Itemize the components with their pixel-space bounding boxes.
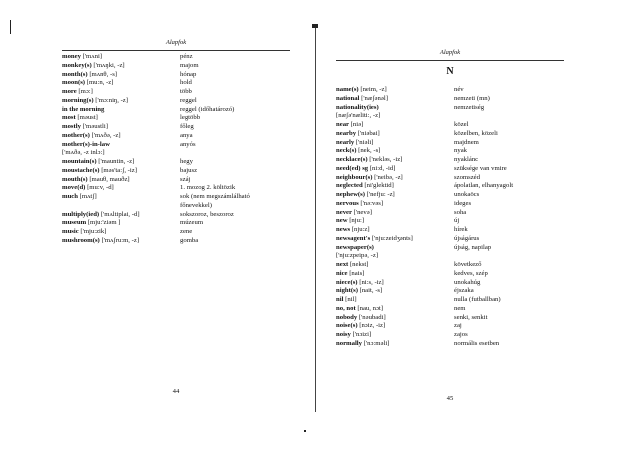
entry-translation: sok (nem megszámlálható <box>180 193 250 200</box>
entry-pronunciation: ['nju:zeidʒənts] <box>370 234 413 242</box>
section-letter: N <box>446 66 454 77</box>
entry-headword-cell <box>336 104 454 113</box>
entry-pronunciation: [ni:s, -iz] <box>357 278 384 286</box>
dictionary-entry <box>336 121 564 130</box>
entry-pronunciation: [nil] <box>343 296 357 303</box>
dictionary-entry <box>62 88 290 97</box>
entry-headword-cell <box>62 106 180 115</box>
entry-translation: senki, senkit <box>454 313 488 321</box>
dictionary-entry <box>336 174 564 183</box>
dictionary-entry <box>336 296 564 305</box>
entry-translation <box>454 252 564 261</box>
entry-headword: morning(s) <box>62 96 94 104</box>
entry-headword-cell <box>336 270 454 279</box>
entry-headword: news <box>336 226 351 233</box>
entry-headword-cell <box>336 314 454 323</box>
dictionary-entry <box>62 53 290 62</box>
entry-pronunciation: ['mauntin, -z] <box>96 158 135 165</box>
entry-headword: newsagent's <box>336 234 371 242</box>
entry-headword-cell <box>336 340 454 349</box>
entry-headword: normally <box>336 339 363 347</box>
entry-headword-cell <box>62 97 180 106</box>
dictionary-entry <box>62 97 290 106</box>
left-header-rule <box>62 50 290 51</box>
entry-pronunciation: [mʌnθ, -s] <box>87 70 118 78</box>
entry-translation: újságárus <box>454 234 480 242</box>
entry-headword: more <box>62 88 77 95</box>
dictionary-entry <box>62 202 290 211</box>
entry-translation: hold <box>180 79 192 87</box>
entry-headword-cell <box>62 62 180 71</box>
entry-pronunciation: ['nɔizi] <box>350 331 372 338</box>
entry-headword-cell <box>336 331 454 340</box>
dictionary-entry <box>336 331 564 340</box>
entry-headword-cell <box>62 114 180 123</box>
dictionary-entry <box>336 217 564 226</box>
dictionary-entry <box>336 305 564 314</box>
entry-headword: mouth(s) <box>62 175 88 183</box>
entry-pronunciation: [nau, nɔt] <box>355 304 383 312</box>
entry-pronunciation: [nju:] <box>347 217 365 225</box>
entry-headword-cell <box>336 156 454 165</box>
entry-headword-cell <box>62 141 180 150</box>
entry-headword-cell <box>336 235 454 244</box>
entry-headword: near <box>336 121 349 128</box>
entry-translation: zajos <box>454 331 468 338</box>
dictionary-entry <box>62 158 290 167</box>
dictionary-entry <box>62 193 290 202</box>
entry-headword: mother(s)-in-law <box>62 140 110 148</box>
dictionary-entry <box>62 123 290 132</box>
dictionary-entry <box>336 86 564 95</box>
dictionary-entry <box>336 147 564 156</box>
entry-headword-cell <box>336 261 454 270</box>
dictionary-entry <box>62 228 290 237</box>
entry-translation <box>454 112 564 121</box>
entry-headword: nice <box>336 269 348 277</box>
entry-headword-cell <box>62 193 180 202</box>
dictionary-entry <box>62 114 290 123</box>
right-entry-list <box>336 86 564 349</box>
entry-translation: szüksége van vmire <box>454 164 507 172</box>
entry-pronunciation: ['nə:vəs] <box>358 199 384 207</box>
right-page-header: Alapfok <box>439 49 461 56</box>
entry-pronunciation: [niə] <box>349 121 364 128</box>
entry-headword-cell <box>336 322 454 331</box>
entry-pronunciation: ['nefju: -z] <box>364 191 395 198</box>
dictionary-entry <box>62 211 290 220</box>
entry-translation: reggel (időhatározó) <box>180 105 235 113</box>
entry-headword: moustache(s) <box>62 166 100 174</box>
entry-headword: museum <box>62 219 87 227</box>
left-page-header: Alapfok <box>165 39 187 46</box>
entry-headword: money <box>62 53 81 60</box>
left-margin-mark <box>10 20 11 34</box>
entry-headword: in the morning <box>62 105 105 113</box>
entry-pronunciation: [ni'glektid] <box>362 182 394 190</box>
dictionary-entry <box>336 252 564 261</box>
entry-translation: újság, napilap <box>454 243 492 251</box>
entry-translation: unokaöcs <box>454 191 480 198</box>
entry-headword: nephew(s) <box>336 191 365 198</box>
entry-headword: mushroom(s) <box>62 236 100 244</box>
entry-translation: szomszéd <box>454 173 480 181</box>
dictionary-entry <box>336 340 564 349</box>
entry-headword: multiply(ied) <box>62 210 100 218</box>
entry-headword: much <box>62 193 78 200</box>
entry-headword: most <box>62 114 76 122</box>
dictionary-entry <box>336 182 564 191</box>
entry-headword: niece(s) <box>336 278 358 286</box>
dictionary-entry <box>62 132 290 141</box>
dictionary-entry <box>336 200 564 209</box>
entry-translation: nyaklánc <box>454 156 479 163</box>
entry-headword-cell <box>336 182 454 191</box>
entry-pronunciation: [mʌtʃ] <box>77 193 97 200</box>
left-entry-list <box>62 53 290 246</box>
entry-translation: reggel <box>180 96 197 104</box>
entry-headword: nervous <box>336 199 359 207</box>
entry-headword-cell <box>336 252 454 261</box>
entry-headword: name(s) <box>336 86 359 93</box>
dictionary-entry <box>62 219 290 228</box>
entry-pronunciation: ['nɔ:məli] <box>362 339 390 347</box>
entry-headword: nil <box>336 296 344 303</box>
entry-translation: közelben, közeli <box>454 129 498 137</box>
entry-pronunciation: [mu:v, -d] <box>85 184 114 192</box>
entry-translation: majom <box>180 61 199 69</box>
entry-headword-cell <box>336 217 454 226</box>
entry-headword-cell <box>62 211 180 220</box>
entry-translation: pénz <box>180 53 193 60</box>
entry-pronunciation: ['məustli] <box>80 123 108 130</box>
entry-headword: nationality(ies) <box>336 103 379 111</box>
entry-pronunciation: ['mʌðə, -z inlɔ:] <box>62 149 105 157</box>
entry-translation: hegy <box>180 158 193 165</box>
bottom-dot <box>304 430 306 432</box>
entry-headword-cell <box>336 296 454 305</box>
entry-headword: need(ed) sg <box>336 164 369 172</box>
entry-headword-cell <box>62 228 180 237</box>
entry-headword-cell <box>336 139 454 148</box>
entry-headword: mountain(s) <box>62 158 97 165</box>
dictionary-entry <box>62 237 290 246</box>
dictionary-entry <box>336 156 564 165</box>
entry-headword-cell <box>62 237 180 246</box>
dictionary-entry <box>336 95 564 104</box>
dictionary-entry <box>336 287 564 296</box>
entry-pronunciation: ['nju:zpeipə, -z] <box>336 252 379 260</box>
dictionary-entry <box>336 322 564 331</box>
dictionary-entry <box>62 71 290 80</box>
right-header-rule <box>336 60 564 61</box>
entry-translation: gomba <box>180 236 199 244</box>
entry-headword-cell <box>336 244 454 253</box>
entry-headword: neck(s) <box>336 147 357 155</box>
entry-headword: mother(s) <box>62 131 90 139</box>
entry-translation: ápolatlan, elhanyagolt <box>454 182 514 190</box>
entry-translation: sokszoroz, beszoroz <box>180 210 234 218</box>
entry-pronunciation: ['neibə, -z] <box>372 173 403 181</box>
dictionary-entry <box>62 184 290 193</box>
dictionary-entry <box>336 104 564 113</box>
entry-headword: month(s) <box>62 70 88 78</box>
entry-headword: move(d) <box>62 184 86 192</box>
entry-headword-cell <box>62 158 180 167</box>
entry-pronunciation: ['niəbai] <box>356 129 380 137</box>
entry-pronunciation: [næʃə'næliti:, -z] <box>336 112 381 120</box>
entry-headword-cell <box>336 121 454 130</box>
entry-headword: next <box>336 261 349 268</box>
entry-translation: nulla (futballban) <box>454 296 501 303</box>
entry-translation: éjszaka <box>454 287 474 295</box>
entry-headword-cell <box>62 219 180 228</box>
entry-translation: következő <box>454 261 482 268</box>
dictionary-entry <box>336 235 564 244</box>
entry-headword: national <box>336 94 360 102</box>
entry-translation: ideges <box>454 199 472 207</box>
entry-pronunciation: [mju:'ziəm ] <box>86 219 121 227</box>
entry-headword-cell <box>336 86 454 95</box>
entry-pronunciation: ['mju:zik] <box>78 228 107 235</box>
entry-pronunciation: [mauθ, mauðz] <box>87 175 130 183</box>
dictionary-entry <box>62 149 290 158</box>
entry-translation: bajusz <box>180 166 198 174</box>
entry-translation: új <box>454 217 460 225</box>
entry-headword: no, not <box>336 304 356 312</box>
right-page <box>336 42 564 412</box>
entry-pronunciation: [nju:z] <box>350 226 370 233</box>
entry-headword: nearby <box>336 129 357 137</box>
center-fold-tick <box>312 24 318 28</box>
dictionary-entry <box>62 62 290 71</box>
entry-headword-cell <box>336 112 454 121</box>
entry-pronunciation: ['mʌʃru:m, -z] <box>99 236 140 244</box>
dictionary-entry <box>336 209 564 218</box>
entry-headword-cell <box>336 209 454 218</box>
entry-translation: nem <box>454 304 466 312</box>
entry-translation: zaj <box>454 322 462 330</box>
entry-pronunciation: [mu:n, -z] <box>85 79 114 87</box>
entry-headword-cell <box>336 165 454 174</box>
entry-pronunciation: [ni:d, -id] <box>368 164 396 172</box>
entry-headword-cell <box>62 79 180 88</box>
dictionary-entry <box>62 106 290 115</box>
entry-headword-cell <box>336 147 454 156</box>
entry-pronunciation: [nɔiz, -iz] <box>357 322 386 330</box>
entry-headword-cell <box>336 287 454 296</box>
entry-translation: anyós <box>180 140 196 148</box>
entry-translation: unokahúg <box>454 278 481 286</box>
dictionary-entry <box>336 226 564 235</box>
left-page <box>62 36 290 406</box>
dictionary-entry <box>336 112 564 121</box>
entry-headword-cell <box>336 191 454 200</box>
entry-translation: hírek <box>454 226 468 233</box>
dictionary-entry <box>62 141 290 150</box>
entry-translation: több <box>180 88 192 95</box>
entry-pronunciation: [neim, -z] <box>358 86 387 93</box>
dictionary-entry <box>336 244 564 253</box>
entry-headword: newspaper(s) <box>336 243 374 251</box>
dictionary-entry <box>336 279 564 288</box>
entry-translation: normális esetben <box>454 339 500 347</box>
entry-translation: név <box>454 86 464 93</box>
entry-translation: majdnem <box>454 138 479 146</box>
entry-headword-cell <box>336 130 454 139</box>
entry-pronunciation: ['nəubadi] <box>357 313 386 321</box>
center-fold-line <box>315 28 316 412</box>
entry-pronunciation: [nek, -s] <box>356 147 381 155</box>
entry-translation: nemzeti (mn) <box>454 94 490 102</box>
entry-pronunciation: [nekst] <box>348 261 369 268</box>
left-page-number: 44 <box>172 388 180 395</box>
entry-pronunciation: ['mʌltiplai, -d] <box>99 210 140 218</box>
entry-headword-cell <box>62 176 180 185</box>
entry-pronunciation: [mɔ:] <box>76 88 93 95</box>
dictionary-entry <box>336 191 564 200</box>
entry-translation: főnevekkel) <box>180 201 212 209</box>
entry-pronunciation: [məust] <box>75 114 98 122</box>
entry-translation: hónap <box>180 70 197 78</box>
entry-pronunciation: [nait, -s] <box>357 287 383 295</box>
entry-translation: nyak <box>454 147 467 155</box>
entry-headword: nearly <box>336 138 355 146</box>
entry-headword-cell <box>336 95 454 104</box>
entry-pronunciation: ['nevə] <box>351 208 372 216</box>
entry-translation: közel <box>454 121 469 128</box>
entry-pronunciation: ['niəli] <box>354 138 374 146</box>
dictionary-entry <box>62 167 290 176</box>
entry-pronunciation: ['mʌni] <box>80 53 103 60</box>
entry-headword-cell <box>62 167 180 176</box>
entry-headword: nobody <box>336 313 358 321</box>
entry-translation: anya <box>180 131 193 139</box>
entry-translation: 1. mozog 2. költözik <box>180 184 236 192</box>
entry-headword-cell <box>336 174 454 183</box>
entry-pronunciation: ['nekləs, -iz] <box>367 156 403 163</box>
entry-pronunciation: ['mʌŋki, -z] <box>91 61 125 69</box>
dictionary-entry <box>336 165 564 174</box>
entry-headword: never <box>336 208 352 216</box>
entry-headword: neighbour(s) <box>336 173 373 181</box>
entry-headword-cell <box>336 305 454 314</box>
entry-headword-cell <box>62 123 180 132</box>
entry-translation: múzeum <box>180 219 204 227</box>
entry-headword: music <box>62 228 79 235</box>
entry-headword-cell <box>62 71 180 80</box>
entry-headword-cell <box>336 226 454 235</box>
entry-headword-cell <box>62 184 180 193</box>
dictionary-entry <box>336 314 564 323</box>
entry-headword: night(s) <box>336 287 358 295</box>
entry-translation: soha <box>454 208 467 216</box>
entry-headword-cell <box>62 53 180 62</box>
entry-translation: kedves, szép <box>454 269 488 277</box>
entry-pronunciation: [nais] <box>347 269 365 277</box>
entry-pronunciation: ['mʌðə, -z] <box>89 131 121 139</box>
entry-headword-cell <box>62 88 180 97</box>
entry-translation: nemzetiség <box>454 103 485 111</box>
dictionary-entry <box>336 261 564 270</box>
entry-headword: neglected <box>336 182 363 190</box>
right-page-number: 45 <box>446 395 454 402</box>
entry-headword-cell <box>62 132 180 141</box>
entry-headword: mostly <box>62 123 81 130</box>
dictionary-entry <box>336 139 564 148</box>
dictionary-entry <box>62 176 290 185</box>
dictionary-entry <box>336 130 564 139</box>
entry-headword-cell <box>336 200 454 209</box>
entry-translation: főleg <box>180 123 194 130</box>
entry-translation: zene <box>180 228 193 235</box>
entry-headword: necklace(s) <box>336 156 368 163</box>
entry-headword: monkey(s) <box>62 61 92 69</box>
entry-headword: noisy <box>336 331 351 338</box>
entry-headword: new <box>336 217 348 225</box>
entry-pronunciation: ['næʃənəl] <box>359 94 388 102</box>
entry-translation <box>180 149 290 158</box>
entry-headword-cell <box>62 202 180 211</box>
entry-translation: száj <box>180 175 191 183</box>
entry-pronunciation: ['mɔ:niŋ, -z] <box>93 96 129 104</box>
entry-translation: legtöbb <box>180 114 201 122</box>
entry-headword-cell <box>336 279 454 288</box>
entry-pronunciation: [məs'ta:ʃ, -iz] <box>99 166 137 174</box>
dictionary-entry <box>62 79 290 88</box>
entry-headword: moon(s) <box>62 79 86 87</box>
entry-headword: noise(s) <box>336 322 358 330</box>
dictionary-entry <box>336 270 564 279</box>
entry-headword-cell <box>62 149 180 158</box>
